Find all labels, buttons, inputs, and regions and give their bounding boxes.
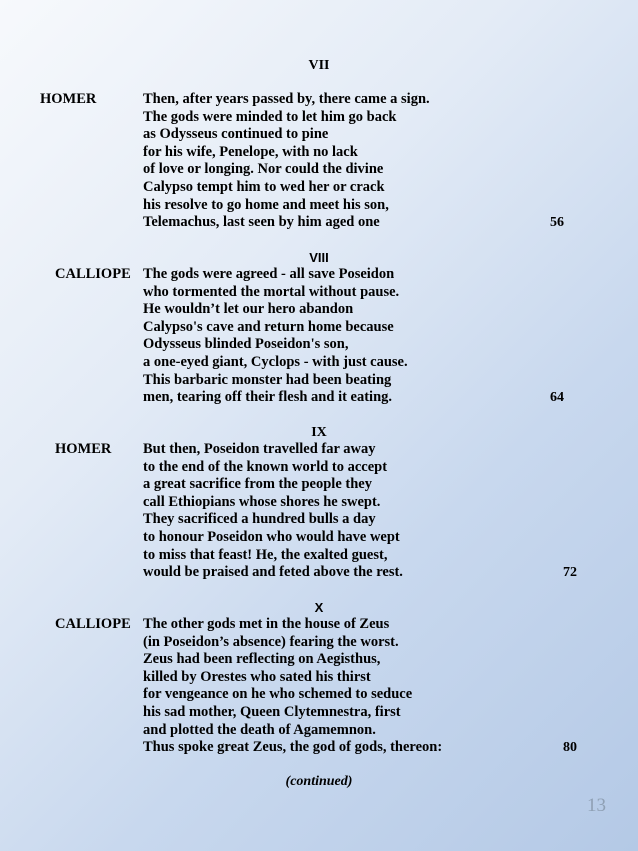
stanza-lines: [143, 91, 563, 232]
poem-line: to honour Poseidon who would have wept: [143, 528, 400, 545]
poem-line: his sad mother, Queen Clytemnestra, first: [143, 703, 401, 720]
page-number: 13: [587, 795, 606, 816]
stanza-lines: [143, 616, 563, 757]
poem-line: They sacrificed a hundred bulls a day: [143, 511, 376, 528]
poem-line: a great sacrifice from the people they: [143, 476, 372, 493]
poem-line: call Ethiopians whose shores he swept.: [143, 493, 381, 510]
line-number: 64: [550, 390, 564, 405]
poem-line: as Odysseus continued to pine: [143, 126, 329, 143]
poem-line: killed by Orestes who sated his thirst: [143, 668, 371, 685]
stanza-heading: IX: [311, 425, 327, 440]
poem-line: This barbaric monster had been beating: [143, 371, 392, 388]
poem-line: men, tearing off their flesh and it eating.: [143, 389, 393, 406]
poem-line: Telemachus, last seen by him aged one: [143, 214, 380, 231]
stanza-heading: X: [314, 600, 324, 615]
poem-line: Calypso's cave and return home because: [143, 318, 394, 335]
poem-line: Then, after years passed by, there came a sign.: [143, 91, 430, 107]
poem-line: The gods were agreed - all save Poseidon: [143, 266, 395, 282]
poem-line: for vengeance on he who schemed to seduce: [143, 686, 413, 703]
poem-line: He wouldn’t let our hero abandon: [143, 301, 354, 318]
poem-line: to miss that feast! He, the exalted guest,: [143, 546, 388, 563]
poem-line: The other gods met in the house of Zeus: [143, 616, 390, 632]
stanza-lines: [143, 266, 563, 407]
line-number: 72: [563, 565, 577, 580]
stanza-heading: VIII: [309, 250, 329, 265]
continued-note: (continued): [285, 774, 353, 789]
poem-line: Thus spoke great Zeus, the god of gods, thereon:: [143, 739, 443, 756]
poem-line: to the end of the known world to accept: [143, 458, 388, 475]
poem-line: his resolve to go home and meet his son,: [143, 196, 389, 213]
speaker-label: CALLIOPE: [55, 616, 131, 632]
stanza-heading: VII: [308, 58, 330, 73]
poem-line: (in Poseidon’s absence) fearing the worst.: [143, 633, 399, 650]
poem-line: and plotted the death of Agamemnon.: [143, 721, 376, 738]
line-number: 80: [563, 740, 577, 755]
poem-line: But then, Poseidon travelled far away: [143, 441, 376, 457]
poem-line: for his wife, Penelope, with no lack: [143, 143, 358, 160]
poem-line: who tormented the mortal without pause.: [143, 283, 400, 300]
poem-line: Odysseus blinded Poseidon's son,: [143, 336, 349, 353]
poem-line: Zeus had been reflecting on Aegisthus,: [143, 651, 381, 668]
poem-line: Calypso tempt him to wed her or crack: [143, 178, 385, 195]
poem-line: of love or longing. Nor could the divine: [143, 161, 384, 178]
poem-line: The gods were minded to let him go back: [143, 108, 397, 125]
speaker-label: HOMER: [40, 91, 97, 107]
speaker-label: HOMER: [55, 441, 112, 457]
stanza-lines: [143, 441, 563, 582]
speaker-label: CALLIOPE: [55, 266, 131, 282]
poem-line: a one-eyed giant, Cyclops - with just cause.: [143, 353, 408, 370]
poem-line: would be praised and feted above the rest.: [143, 564, 403, 581]
line-number: 56: [550, 215, 564, 230]
